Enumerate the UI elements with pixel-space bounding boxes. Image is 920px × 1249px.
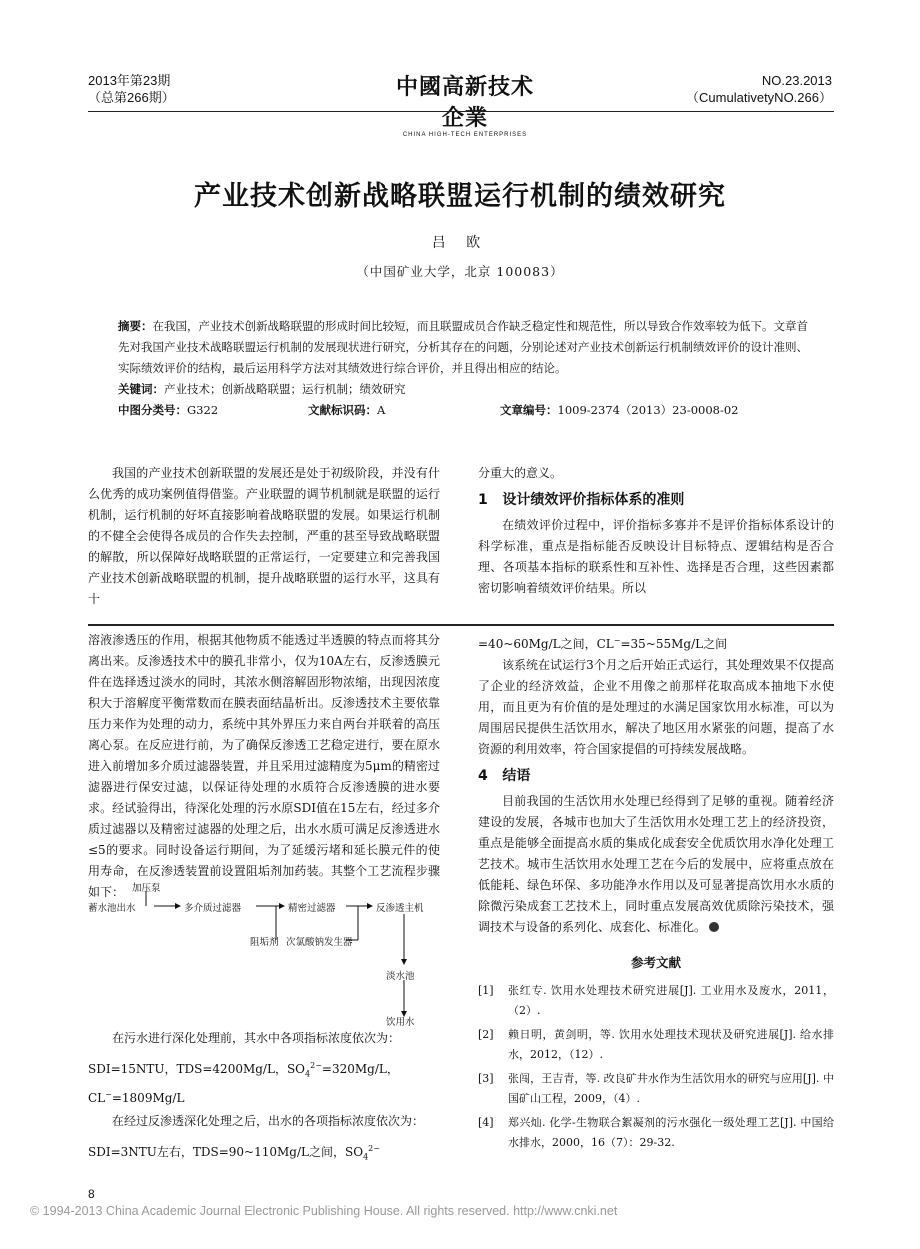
section-1-paragraph: 在绩效评价过程中，评价指标多寡并不是评价指标体系设计的科学标准，重点是指标能否反映设计目标特点、逻辑结构是否合理、各项基本指标的联系性和互补性、选择是否合理，这些因素都密切影响着绩效评价结果。所以 (478, 518, 834, 595)
issue-info-left (88, 72, 175, 106)
section-1-number: 1 (478, 492, 488, 508)
flow-reservoir-outlet: 蓄水池出水 (88, 903, 136, 914)
pre-values-sub: 4 (305, 1069, 311, 1079)
reference-number: [2] (478, 1028, 494, 1041)
document-code (308, 400, 385, 421)
upper-left-column (88, 463, 440, 610)
post-values-sub: 4 (363, 1152, 369, 1162)
reference-text: 张红专. 饮用水处理技术研究进展[J]. 工业用水及废水，2011，（2）. (508, 984, 834, 1017)
lower-left-column (88, 630, 440, 903)
section-1-title: 设计绩效评价指标体系的准则 (502, 492, 685, 508)
pre-values-csup: − (105, 1090, 112, 1100)
pre-values-b: =320Mg/L， (321, 1062, 399, 1076)
references-title: 参考文献 (630, 955, 681, 970)
pre-treatment-paragraph: 在污水进行深化处理前，其水中各项指标浓度依次为： (112, 1031, 401, 1045)
pre-values-c: CL (88, 1091, 106, 1106)
process-flowchart (88, 880, 440, 1028)
classification-label: 中图分类号： (118, 403, 187, 417)
section-4-number: 4 (478, 768, 488, 784)
header-rule (88, 111, 834, 112)
keywords-label: 关键词： (118, 382, 164, 396)
flow-pressure-pump: 加压泵 (132, 883, 161, 894)
flow-ro-unit: 反渗透主机 (376, 903, 424, 914)
reference-item (478, 981, 834, 1021)
issue-info-right (686, 72, 832, 106)
reference-text: 赖日明，黄剑明，等. 饮用水处理技术现状及研究进展[J]. 给水排水，2012，（12）. (508, 1028, 834, 1061)
keywords-text: 产业技术；创新战略联盟；运行机制；绩效研究 (164, 382, 406, 396)
post-values-continued (478, 630, 834, 655)
copyright-footer: © 1994-2013 China Academic Journal Electronic Publishing House. All rights reserved. http://www.cnki.net (30, 1204, 618, 1218)
intro-paragraph: 我国的产业技术创新联盟的发展还是处于初级阶段，并没有什么优秀的成功案例值得借鉴。产业联盟的调节机制就是联盟的运行机制，运行机制的好坏直接影响着战略联盟的发展。如果运行机制的不健全会使得各成员的合作失去控制，严重的甚至导致战略联盟的解散，所以保障好战略联盟的正常运行，一定要建立和完善我国产业技术创新战略联盟的机制，提升战略联盟的运行水平，这具有十 (88, 466, 440, 606)
pre-values-sup: 2− (310, 1061, 322, 1070)
section-4-title: 结语 (502, 768, 531, 784)
reference-item (478, 1069, 834, 1109)
flow-multimedia-filter: 多介质过滤器 (184, 903, 242, 914)
operation-results-paragraph: 该系统在试运行3个月之后开始正式运行，其处理效果不仅提高了企业的经济效益，企业不用像之前那样花取高成本抽地下水使用，而且更为有价值的是处理过的水满足国家饮用水标准，可以为周围居民提供生活饮用水，解决了地区用水紧张的问题，提高了水资源的利用效率，符合国家提倡的可持续发展战略。 (478, 658, 834, 756)
ro-process-paragraph: 溶液渗透压的作用，根据其他物质不能透过半透膜的特点而将其分离出来。反渗透技术中的膜孔非常小，仅为10A左右，反渗透膜元件在选择透过淡水的同时，其浓水侧溶解固形物浓缩，出现因浓度积大于溶解度平衡常数而在膜表面结晶析出。反渗透技术主要依靠压力来作为处理的动力，系统中其外界压力来自两台并联着的高压离心泵。在反应进行前，为了确保反渗透工艺稳定进行，要在原水进入前增加多介质过滤器装置，并且采用过滤精度为5μm的精密过滤器进行保安过滤，以保证待处理的水质符合反渗透膜的进水要求。经试验得出，待深化处理的污水原SDI值在15左右，经过多介质过滤器以及精密过滤器的处理之后，出水水质可满足反渗透进水≤5的要求。同时设备运行期间，为了延缓污堵和延长膜元件的使用寿命，在反渗透装置前设置阻垢剂加药装。其整个工艺流程步骤如下： (88, 633, 440, 899)
flow-hypochlorite-generator: 次氯酸钠发生器 (286, 937, 353, 948)
issue-cumulative: （CumulativetyNO.266） (686, 90, 832, 105)
lower-left-column-cont (88, 1028, 440, 1168)
classification-row (118, 400, 808, 421)
abstract-text: 在我国，产业技术创新战略联盟的形成时间比较短，而且联盟成员合作缺乏稳定性和规范性，所以导致合作效率较为低下。文章首先对我国产业技术战略联盟运行机制的发展现状进行研究，分析其存在的问题，分别论述对产业技术创新运行机制绩效评价的设计准则、实际绩效评价的结构，最后运用科学方法对其绩效进行综合评价，并且得出相应的结论。 (118, 319, 808, 375)
conclusion-text: 目前我国的生活饮用水处理已经得到了足够的重视。随着经济建设的发展，各城市也加大了生活饮用水处理工艺上的经济投资，重点是能够全面提高水质的集成化成套安全优质饮用水净化处理工艺技术。城市生活饮用水处理工艺在今后的发展中，应将重点放在低能耗、绿色环保、多功能净水作用以及可显著提高饮用水水质的除微污染成套工艺技术上，同时重点发展高效优质除污染技术，强调技术与设备的系列化、成套化、标准化。 (478, 794, 834, 934)
reference-item (478, 1113, 834, 1153)
journal-logo-subtitle: CHINA HIGH-TECH ENTERPRISES (402, 132, 528, 138)
pre-values-d: =1809Mg/L (111, 1091, 185, 1106)
post-treatment-values (88, 1138, 440, 1167)
flow-fresh-water-pool: 淡水池 (386, 971, 415, 982)
reference-text: 郑兴灿. 化学-生物联合絮凝剂的污水强化一级处理工艺[J]. 中国给水排水，2000，16（7）：29-32. (508, 1116, 834, 1149)
section-divider (88, 624, 834, 626)
post-treatment-paragraph: 在经过反渗透深化处理之后，出水的各项指标浓度依次为： (112, 1114, 425, 1129)
paper-title: 产业技术创新战略联盟运行机制的绩效研究 (194, 181, 726, 212)
flow-precision-filter: 精密过滤器 (288, 903, 336, 914)
post-values-cont-sup: − (613, 636, 621, 645)
issue-total: （总第266期） (88, 90, 175, 105)
lower-right-column (478, 630, 834, 1157)
document-code-value: A (377, 403, 386, 417)
journal-logo-text: 中國高新技术企業 (395, 74, 534, 131)
abstract (118, 316, 808, 379)
reference-text: 张闯，王吉青，等. 改良矿井水作为生活饮用水的研究与应用[J]. 中国矿山工程，2009，（4）. (508, 1072, 834, 1105)
journal-logo (390, 70, 540, 138)
issue-number-en: NO.23.2013 (761, 73, 832, 88)
issue-number: 2013年第23期 (88, 73, 171, 88)
flow-drinking-water: 饮用水 (386, 1017, 415, 1028)
article-number-label: 文章编号： (500, 403, 558, 417)
abstract-label: 摘要： (118, 319, 153, 333)
article-number-value: 1009-2374（2013）23-0008-02 (557, 403, 739, 417)
pre-treatment-values (88, 1055, 440, 1109)
classification-value: G322 (187, 403, 219, 417)
pre-values-a: SDI=15NTU，TDS=4200Mg/L，SO (88, 1062, 306, 1076)
upper-right-column (478, 463, 834, 599)
post-values-sup: 2− (368, 1144, 380, 1154)
keywords (118, 379, 808, 400)
intro-continuation: 分重大的意义。 (478, 466, 563, 480)
post-values-cont-a: =40~60Mg/L之间，CL (478, 637, 614, 651)
reference-number: [1] (478, 984, 494, 997)
flow-scale-inhibitor: 阻垢剂 (250, 937, 279, 948)
references-list (478, 981, 834, 1153)
classification (118, 400, 218, 421)
page-number: 8 (88, 1187, 95, 1201)
post-values-cont-b: =35~55Mg/L之间 (620, 637, 728, 651)
reference-number: [3] (478, 1072, 494, 1085)
article-number (500, 400, 739, 421)
post-values-a: SDI=3NTU左右，TDS=90~110Mg/L之间，SO (88, 1145, 364, 1160)
reference-number: [4] (478, 1116, 494, 1129)
document-code-label: 文献标识码： (308, 403, 377, 417)
section-4-heading (478, 766, 834, 787)
conclusion-paragraph (478, 791, 834, 938)
end-mark-icon (709, 922, 719, 932)
reference-item (478, 1025, 834, 1065)
section-1-heading (478, 490, 834, 511)
author-affiliation: （中国矿业大学，北京 100083） (356, 264, 564, 279)
abstract-block (118, 316, 808, 421)
author-name: 吕 欧 (431, 235, 489, 251)
